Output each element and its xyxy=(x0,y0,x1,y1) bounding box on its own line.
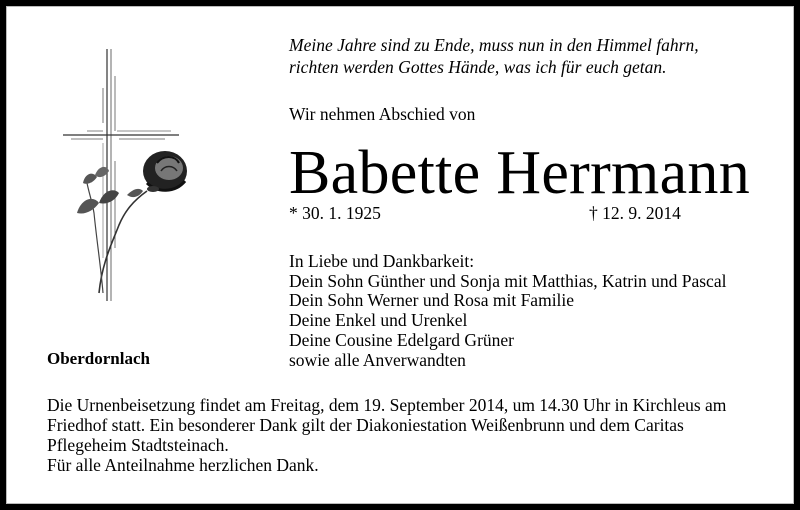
obituary-card xyxy=(6,6,794,504)
cross-with-rose-icon xyxy=(47,43,197,303)
deceased-name: Babette Herrmann xyxy=(289,139,750,207)
notice-line: Die Urnenbeisetzung findet am Freitag, dem 19. September 2014, um 14.30 Uhr in Kirchleus am xyxy=(47,395,727,415)
mourners-line: Deine Cousine Edelgard Grüner xyxy=(289,329,514,350)
notice-line: Friedhof statt. Ein besonderer Dank gilt der Diakoniestation Weißenbrunn und dem Caritas xyxy=(47,415,684,435)
verse-line: Meine Jahre sind zu Ende, muss nun in den Himmel fahrn, xyxy=(289,35,699,55)
mourners-line: Dein Sohn Werner und Rosa mit Familie xyxy=(289,290,575,311)
place-name: Oberdornlach xyxy=(47,349,150,368)
mourners-line: In Liebe und Dankbarkeit: xyxy=(289,251,475,271)
death-date: † 12. 9. 2014 xyxy=(589,203,681,223)
mourners-line: sowie alle Anverwandten xyxy=(289,349,466,370)
mourners-line: Deine Enkel und Urenkel xyxy=(289,310,468,331)
notice-line: Pflegeheim Stadtsteinach. xyxy=(47,435,229,455)
verse-line: richten werden Gottes Hände, was ich für euch getan. xyxy=(289,57,667,77)
mourners-list xyxy=(289,252,726,370)
verse xyxy=(289,34,699,78)
birth-date: * 30. 1. 1925 xyxy=(289,203,381,223)
notice-line: Für alle Anteilnahme herzlichen Dank. xyxy=(47,455,319,475)
mourners-line: Dein Sohn Günther und Sonja mit Matthias, Katrin und Pascal xyxy=(289,270,727,291)
funeral-notice xyxy=(47,395,726,475)
farewell-intro: Wir nehmen Abschied von xyxy=(289,104,476,124)
